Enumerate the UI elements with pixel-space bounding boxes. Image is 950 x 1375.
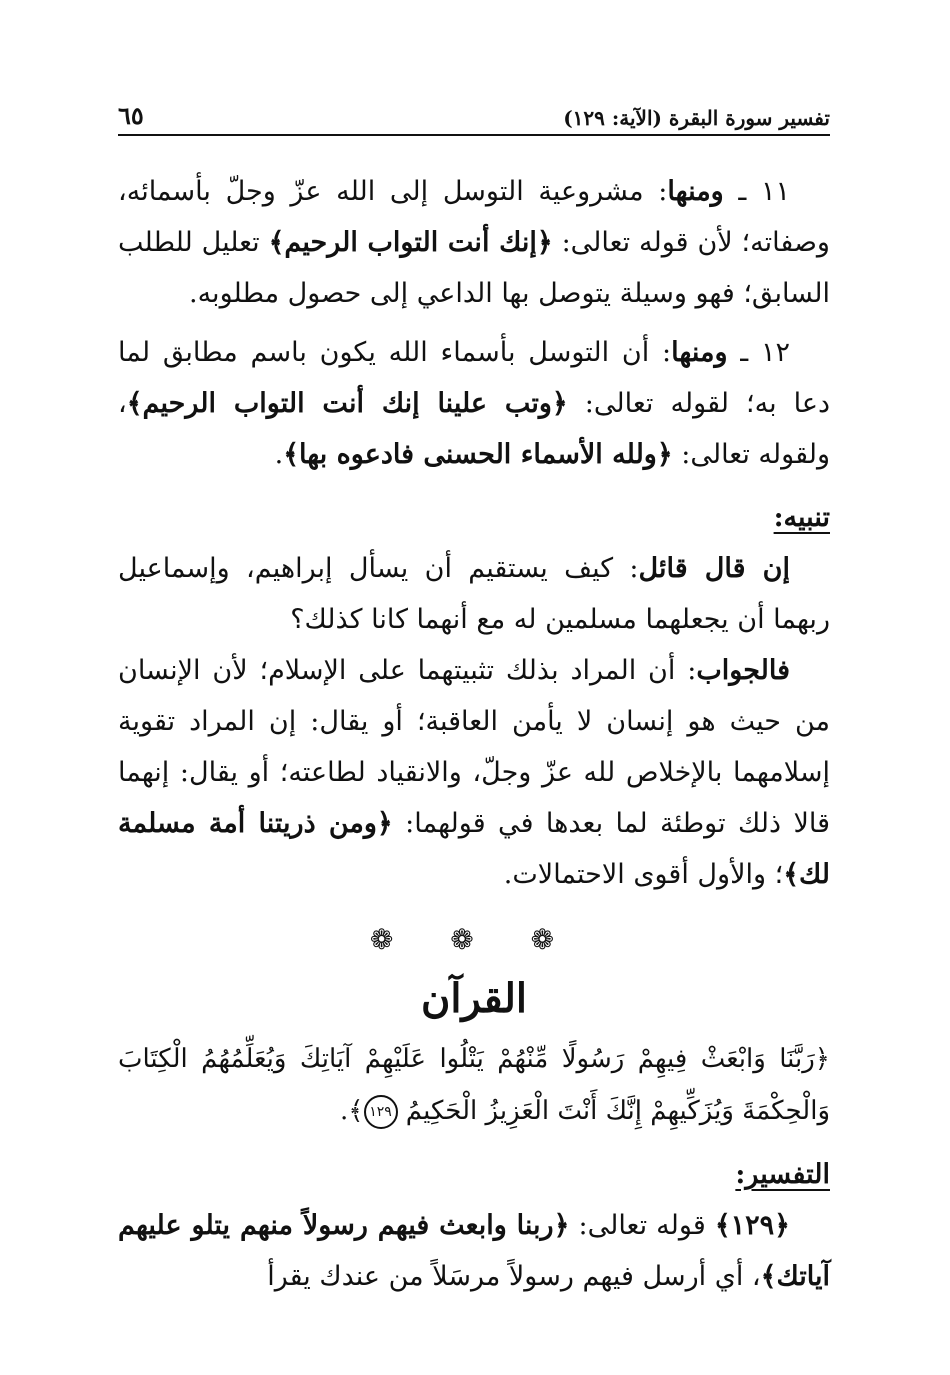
quran-heading: القرآن [420, 975, 528, 1022]
page-header [118, 90, 830, 136]
page-number: ٦٥ [118, 101, 144, 130]
answer-label: فالجواب [696, 655, 790, 686]
section-ornaments: ❁ ❁ ❁ [369, 923, 579, 956]
ayah-number-marker: ١٢٩ [364, 1095, 398, 1129]
answer-paragraph: فالجواب: أن المراد بذلك تثبيتهما على الإسلام؛ لأن الإنسان من حيث هو إنسان لا يأمن العاقبة؛ أو يقال: إن المراد تقوية إسلامهما بالإخلاص لله عزّ وجلّ، والانقياد لطاعته؛ أو يقال: إنهما قالا ذلك توطئة لما بعدها في قولهما: ﴿ومن ذريتنا أمة مسلمة لك﴾؛ والأول أقوى الاحتمالات. [118, 655, 830, 890]
quran-quote: ﴿ربنا وابعث فيهم رسولاً منهم يتلو عليهم آياتك﴾ [118, 1210, 830, 1292]
running-title: تفسير سورة البقرة (الآية: ١٢٩) [563, 106, 830, 130]
question-label: إن قال قائل [638, 553, 791, 584]
quran-quote: ﴿ومن ذريتنا أمة مسلمة لك﴾ [118, 808, 830, 890]
quran-verse: ﴿رَبَّنَا وَابْعَثْ فِيهِمْ رَسُولًا مِّنْهُمْ يَتْلُوا عَلَيْهِمْ آيَاتِكَ وَيُعَلِّمُهُمُ الْكِتَابَ وَالْحِكْمَةَ وَيُزَكِّيهِمْ إِنَّكَ أَنْتَ الْعَزِيزُ الْحَكِيمُ ١٢٩﴾. [118, 1033, 830, 1137]
quran-quote: ﴿إنك أنت التواب الرحيم﴾ [268, 227, 553, 258]
page-body [118, 166, 830, 1302]
paragraph-12: ١٢ ـ ومنها: أن التوسل بأسماء الله يكون باسم مطابق لما دعا به؛ لقوله تعالى: ﴿وتب علينا إنك أنت التواب الرحيم﴾، ولقوله تعالى: ﴿ولله الأسماء الحسنى فادعوه بها﴾. [118, 337, 830, 470]
notice-heading: تنبيه: [773, 502, 830, 533]
verse-number: ﴿١٢٩﴾ [714, 1210, 790, 1241]
paragraph-label: ومنها [671, 337, 728, 368]
question-paragraph: إن قال قائل: كيف يستقيم أن يسأل إبراهيم، وإسماعيل ربهما أن يجعلهما مسلمين له مع أنهما كانا كذلك؟ [118, 553, 830, 635]
tafsir-paragraph: ﴿١٢٩﴾ قوله تعالى: ﴿ربنا وابعث فيهم رسولاً منهم يتلو عليهم آياتك﴾، أي أرسل فيهم رسولاً مرسَلاً من عندك يقرأ [118, 1210, 830, 1292]
quran-quote: ﴿ولله الأسماء الحسنى فادعوه بها﴾ [283, 439, 673, 470]
paragraph-11: ١١ ـ ومنها: مشروعية التوسل إلى الله عزّ وجلّ بأسمائه، وصفاته؛ لأن قوله تعالى: ﴿إنك أنت التواب الرحيم﴾ تعليل للطلب السابق؛ فهو وسيلة يتوصل بها الداعي إلى حصول مطلوبه. [118, 176, 830, 309]
tafsir-heading: التفسير: [735, 1159, 830, 1190]
quran-quote: ﴿وتب علينا إنك أنت التواب الرحيم﴾ [126, 388, 568, 419]
paragraph-label: ومنها [667, 176, 724, 207]
book-page [118, 90, 830, 1302]
